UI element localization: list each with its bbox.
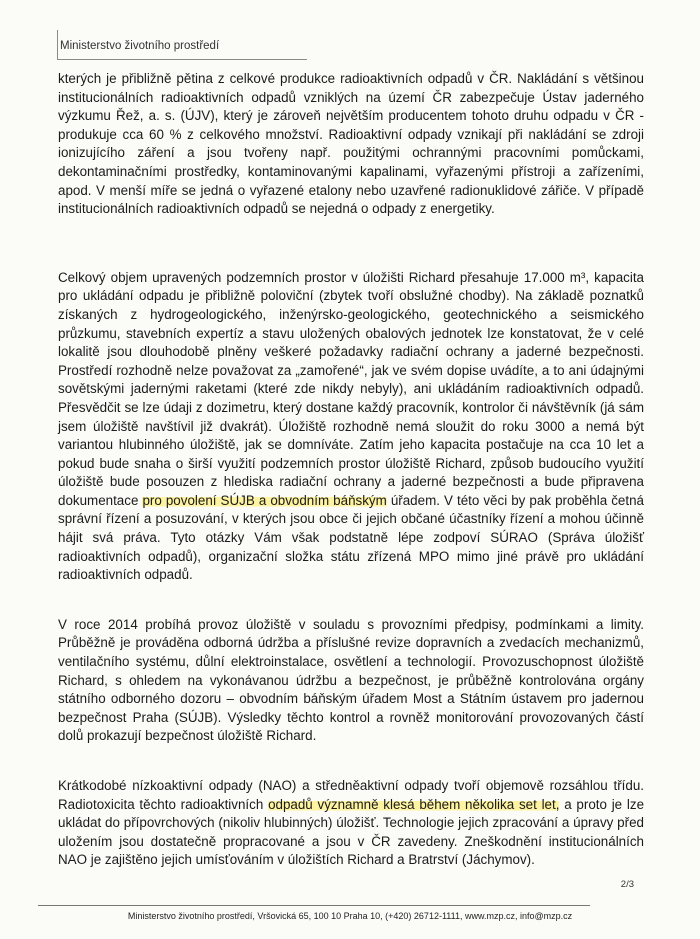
highlighted-text: odpadů významně klesá během několika set let, bbox=[268, 796, 560, 812]
page-number: 2/3 bbox=[620, 879, 634, 890]
footer-rule bbox=[38, 905, 590, 906]
header-tick-mark bbox=[57, 30, 58, 60]
highlighted-text: pro povolení SÚJB a obvodním báňským bbox=[142, 492, 387, 508]
paragraph-institutional-waste: kterých je přibližně pětina z celkové produkce radioaktivních odpadů v ČR. Nakládání s většinou institucionálních radioaktivních odpadů vzniklých na území ČR zabezpečuje Ústav jaderného výzkumu Řež, a. s. (ÚJV), který je zároveň největším producentem tohoto druhu odpadu v ČR - produkuje cca 60 % z celkového množství. Radioaktivní odpady vznikají při nakládání se zdroji ionizujícího záření a jsou tvořeny např. použitými ochrannými pracovními pomůckami, dekontaminačními prostředky, kontaminovanými kapalinami, vyřazenými přístroji a zařízeními, apod. V menší míře se jedná o vyřazené etalony nebo uzavřené radionuklidové zářiče. V případě institucionálních radioaktivních odpadů se nejedná o odpady z energetiky. bbox=[58, 71, 644, 217]
paragraph-richard-repository bbox=[58, 269, 644, 585]
paragraph-low-level-waste bbox=[58, 777, 644, 870]
paragraph-text: Celkový objem upravených podzemních prostor v úložišti Richard přesahuje 17.000 m³, kapacita pro ukládání odpadu je přibližně poloviční (zbytek tvoří obslužné chodby). Na základě poznatků získaných z hydrogeologického, inženýrsko-geologického, geotechnického a seismického průzkumu, stavebních expertíz a stavu uložených obalových jednotek lze konstatovat, že v celé lokalitě jsou dlouhodobě plněny veškeré požadavky radiační ochrany a jaderné bezpečnosti. Prostředí rozhodně nelze považovat za „zamořené“, jak ve svém dopise uvádíte, a to ani údajnými sovětskými jadernými raketami (které zde nikdy nebyly), ani ukládáním radioaktivních odpadů. Přesvědčit se lze údaji z dozimetru, který dostane každý pracovník, kontrolor či návštěvník (já sám jsem úložiště navštívil již dvakrát). Úložiště rozhodně nemá sloužit do roku 3000 a nemá být variantou hlubinného úložiště, jak se domníváte. Zatím jeho kapacita postačuje na cca 10 let a pokud bude snaha o širší využití podzemních prostor úložiště Richard, způsob budoucího využití úložiště bude posouzen z hlediska radiační ochrany a jaderné bezpečnosti a bude připravena dokumentace bbox=[58, 269, 644, 508]
footer-contact: Ministerstvo životního prostředí, Vršovická 65, 100 10 Praha 10, (+420) 26712-1111, www.mzp.cz, info@mzp.cz bbox=[127, 911, 573, 921]
letterhead-rule bbox=[57, 59, 307, 60]
paragraph-text: a proto je lze ukládat do přípovrchových (nikoliv hlubinných) úložišť. Technologie jejich zpracování a úpravy před uložením jsou dostatečně propracované a jsou v ČR zavedeny. Zneškodnění institucionálních NAO je zajištěno jejich umísťováním v úložištích Richard a Bratrství (Jáchymov). bbox=[58, 796, 645, 868]
paragraph-text: úřadem. V této věci by pak proběhla četná správní řízení a posuzování, v kterých jsou obce či jejich občané účastníky řízení a mohou účinně hájit svá práva. Tyto otázky Vám však podstatně lépe zodpoví SÚRAO (Správa úložišť radioaktivních odpadů), organizační složka státu zřízená MPO mimo jiné právě pro ukládání radioaktivních odpadů. bbox=[58, 492, 644, 583]
paragraph-text: Krátkodobé nízkoaktivní odpady (NAO) a středněaktivní odpady tvoří objemově rozsáhlou třídu. Radiotoxicita těchto radioaktivních bbox=[58, 778, 644, 812]
letterhead-ministry: Ministerstvo životního prostředí bbox=[60, 40, 220, 52]
paragraph-operation-2014: V roce 2014 probíhá provoz úložiště v souladu s provozními předpisy, podmínkami a limity. Průběžně je prováděna odborná údržba a příslušné revize dopravních a zvedacích mechanizmů, ventilačního systému, důlní elektroinstalace, osvětlení a technologií. Provozuschopnost úložiště Richard, s ohledem na vykonávanou údržbu a bezpečnost, je průběžně kontrolována orgány státního odborného dozoru – obvodním báňským úřadem Most a Státním ústavem pro jadernou bezpečnost Praha (SÚJB). Výsledky těchto kontrol a rovněž monitorování provozovaných částí dolů prokazují bezpečnost úložiště Richard. bbox=[58, 616, 644, 744]
letter-body bbox=[58, 70, 644, 870]
